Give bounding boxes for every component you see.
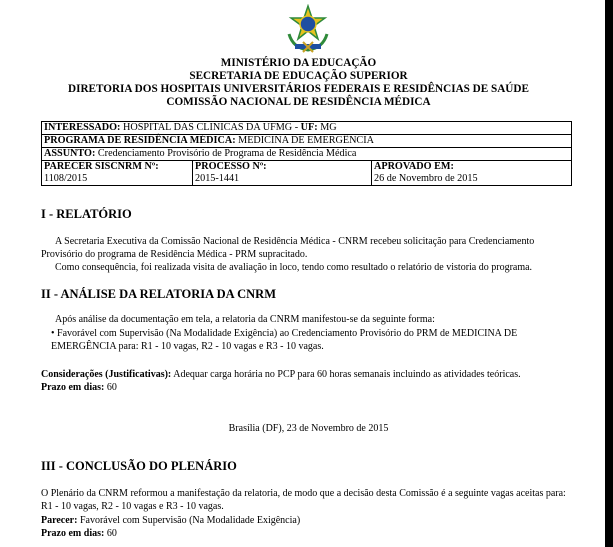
conclusao-parecer-value: Favorável com Supervisão (Na Modalidade Exigência): [79, 515, 301, 526]
header-ministry: MINISTÉRIO DA EDUCAÇÃO: [220, 57, 377, 69]
table-row: [42, 148, 572, 161]
aprovado-value: 26 de Novembro de 2015: [374, 173, 478, 184]
programa-value: MEDICINA DE EMERGÊNCIA: [238, 135, 374, 146]
interessado-value: HOSPITAL DAS CLINICAS DA UFMG: [122, 122, 293, 133]
section-conclusao-title: III - CONCLUSÃO DO PLENÁRIO: [41, 459, 237, 473]
interessado-cell: INTERESSADO: HOSPITAL DAS CLINICAS DA UFMG - UF: MG: [42, 122, 572, 135]
consideracoes-value: Adequar carga horária no PCP para 60 horas semanais incluindo as atividades teóricas.: [173, 369, 521, 380]
table-row: [42, 135, 572, 148]
uf-value: MG: [320, 122, 337, 133]
table-row: [42, 122, 572, 135]
processo-cell: PROCESSO Nº: 2015-1441: [193, 161, 372, 186]
processo-value: 2015-1441: [195, 173, 240, 184]
conclusao-paragraph: O Plenário da CNRM reformou a manifestação da relatoria, de modo que a decisão desta Comissão é a seguinte vagas aceitas para: R1 - 10 vagas, R2 - 10 vagas e R3 - 10 vagas.: [41, 488, 566, 512]
analise-paragraph: Após análise da documentação em tela, a relatoria da CNRM manifestou-se da seguinte forma:: [55, 314, 435, 325]
analise-date: Brasília (DF), 23 de Novembro de 2015: [228, 423, 389, 434]
header-directorate: DIRETORIA DOS HOSPITAIS UNIVERSITÁRIOS FEDERAIS E RESIDÊNCIAS DE SAÚDE: [68, 83, 529, 95]
header-secretariat: SECRETARIA DE EDUCAÇÃO SUPERIOR: [189, 70, 408, 82]
consideracoes-line: Considerações (Justificativas): Adequar carga horária no PCP para 60 horas semanais incluindo as atividades teóricas.: [41, 369, 521, 380]
assunto-value: Credenciamento Provisório de Programa de Residência Médica: [97, 148, 357, 159]
section-analise-title: II - ANÁLISE DA RELATORIA DA CNRM: [41, 287, 276, 301]
conclusao-prazo-value: 60: [106, 528, 117, 539]
analise-prazo-line: Prazo em dias: 60: [41, 382, 117, 393]
table-row: [42, 161, 572, 186]
parecer-value: 1108/2015: [44, 173, 88, 184]
relatorio-paragraph-2: Como consequência, foi realizada visita de avaliação in loco, tendo como resultado o relatório de vistoria do programa.: [55, 262, 533, 273]
analise-bullet: • Favorável com Supervisão (Na Modalidade Exigência) ao Credenciamento Provisório do PRM de MEDICINA DE EMERGÊNCIA para: R1 - 10 vagas, R2 - 10 vagas e R3 - 10 vagas.: [51, 328, 518, 352]
analise-prazo-value: 60: [106, 382, 117, 393]
header-commission: COMISSÃO NACIONAL DE RESIDÊNCIA MÉDICA: [166, 96, 431, 108]
conclusao-prazo-line: Prazo em dias: 60: [41, 528, 117, 539]
coat-of-arms-emblem: [283, 4, 333, 54]
section-relatorio-title: I - RELATÓRIO: [41, 207, 132, 221]
process-info-table: [41, 121, 572, 186]
parecer-cell: PARECER SISCNRM Nº: 1108/2015: [42, 161, 193, 186]
document-header: [0, 57, 597, 109]
assunto-cell: ASSUNTO: Credenciamento Provisório de Programa de Residência Médica: [42, 148, 572, 161]
relatorio-paragraph-1: A Secretaria Executiva da Comissão Nacional de Residência Médica - CNRM recebeu solicitação para Credenciamento Provisório do programa de Residência Médica - PRM supracitado.: [41, 236, 535, 260]
conclusao-parecer-line: Parecer: Favorável com Supervisão (Na Modalidade Exigência): [41, 515, 301, 526]
programa-cell: PROGRAMA DE RESIDÊNCIA MÉDICA: MEDICINA DE EMERGÊNCIA: [42, 135, 572, 148]
aprovado-cell: APROVADO EM: 26 de Novembro de 2015: [372, 161, 572, 186]
